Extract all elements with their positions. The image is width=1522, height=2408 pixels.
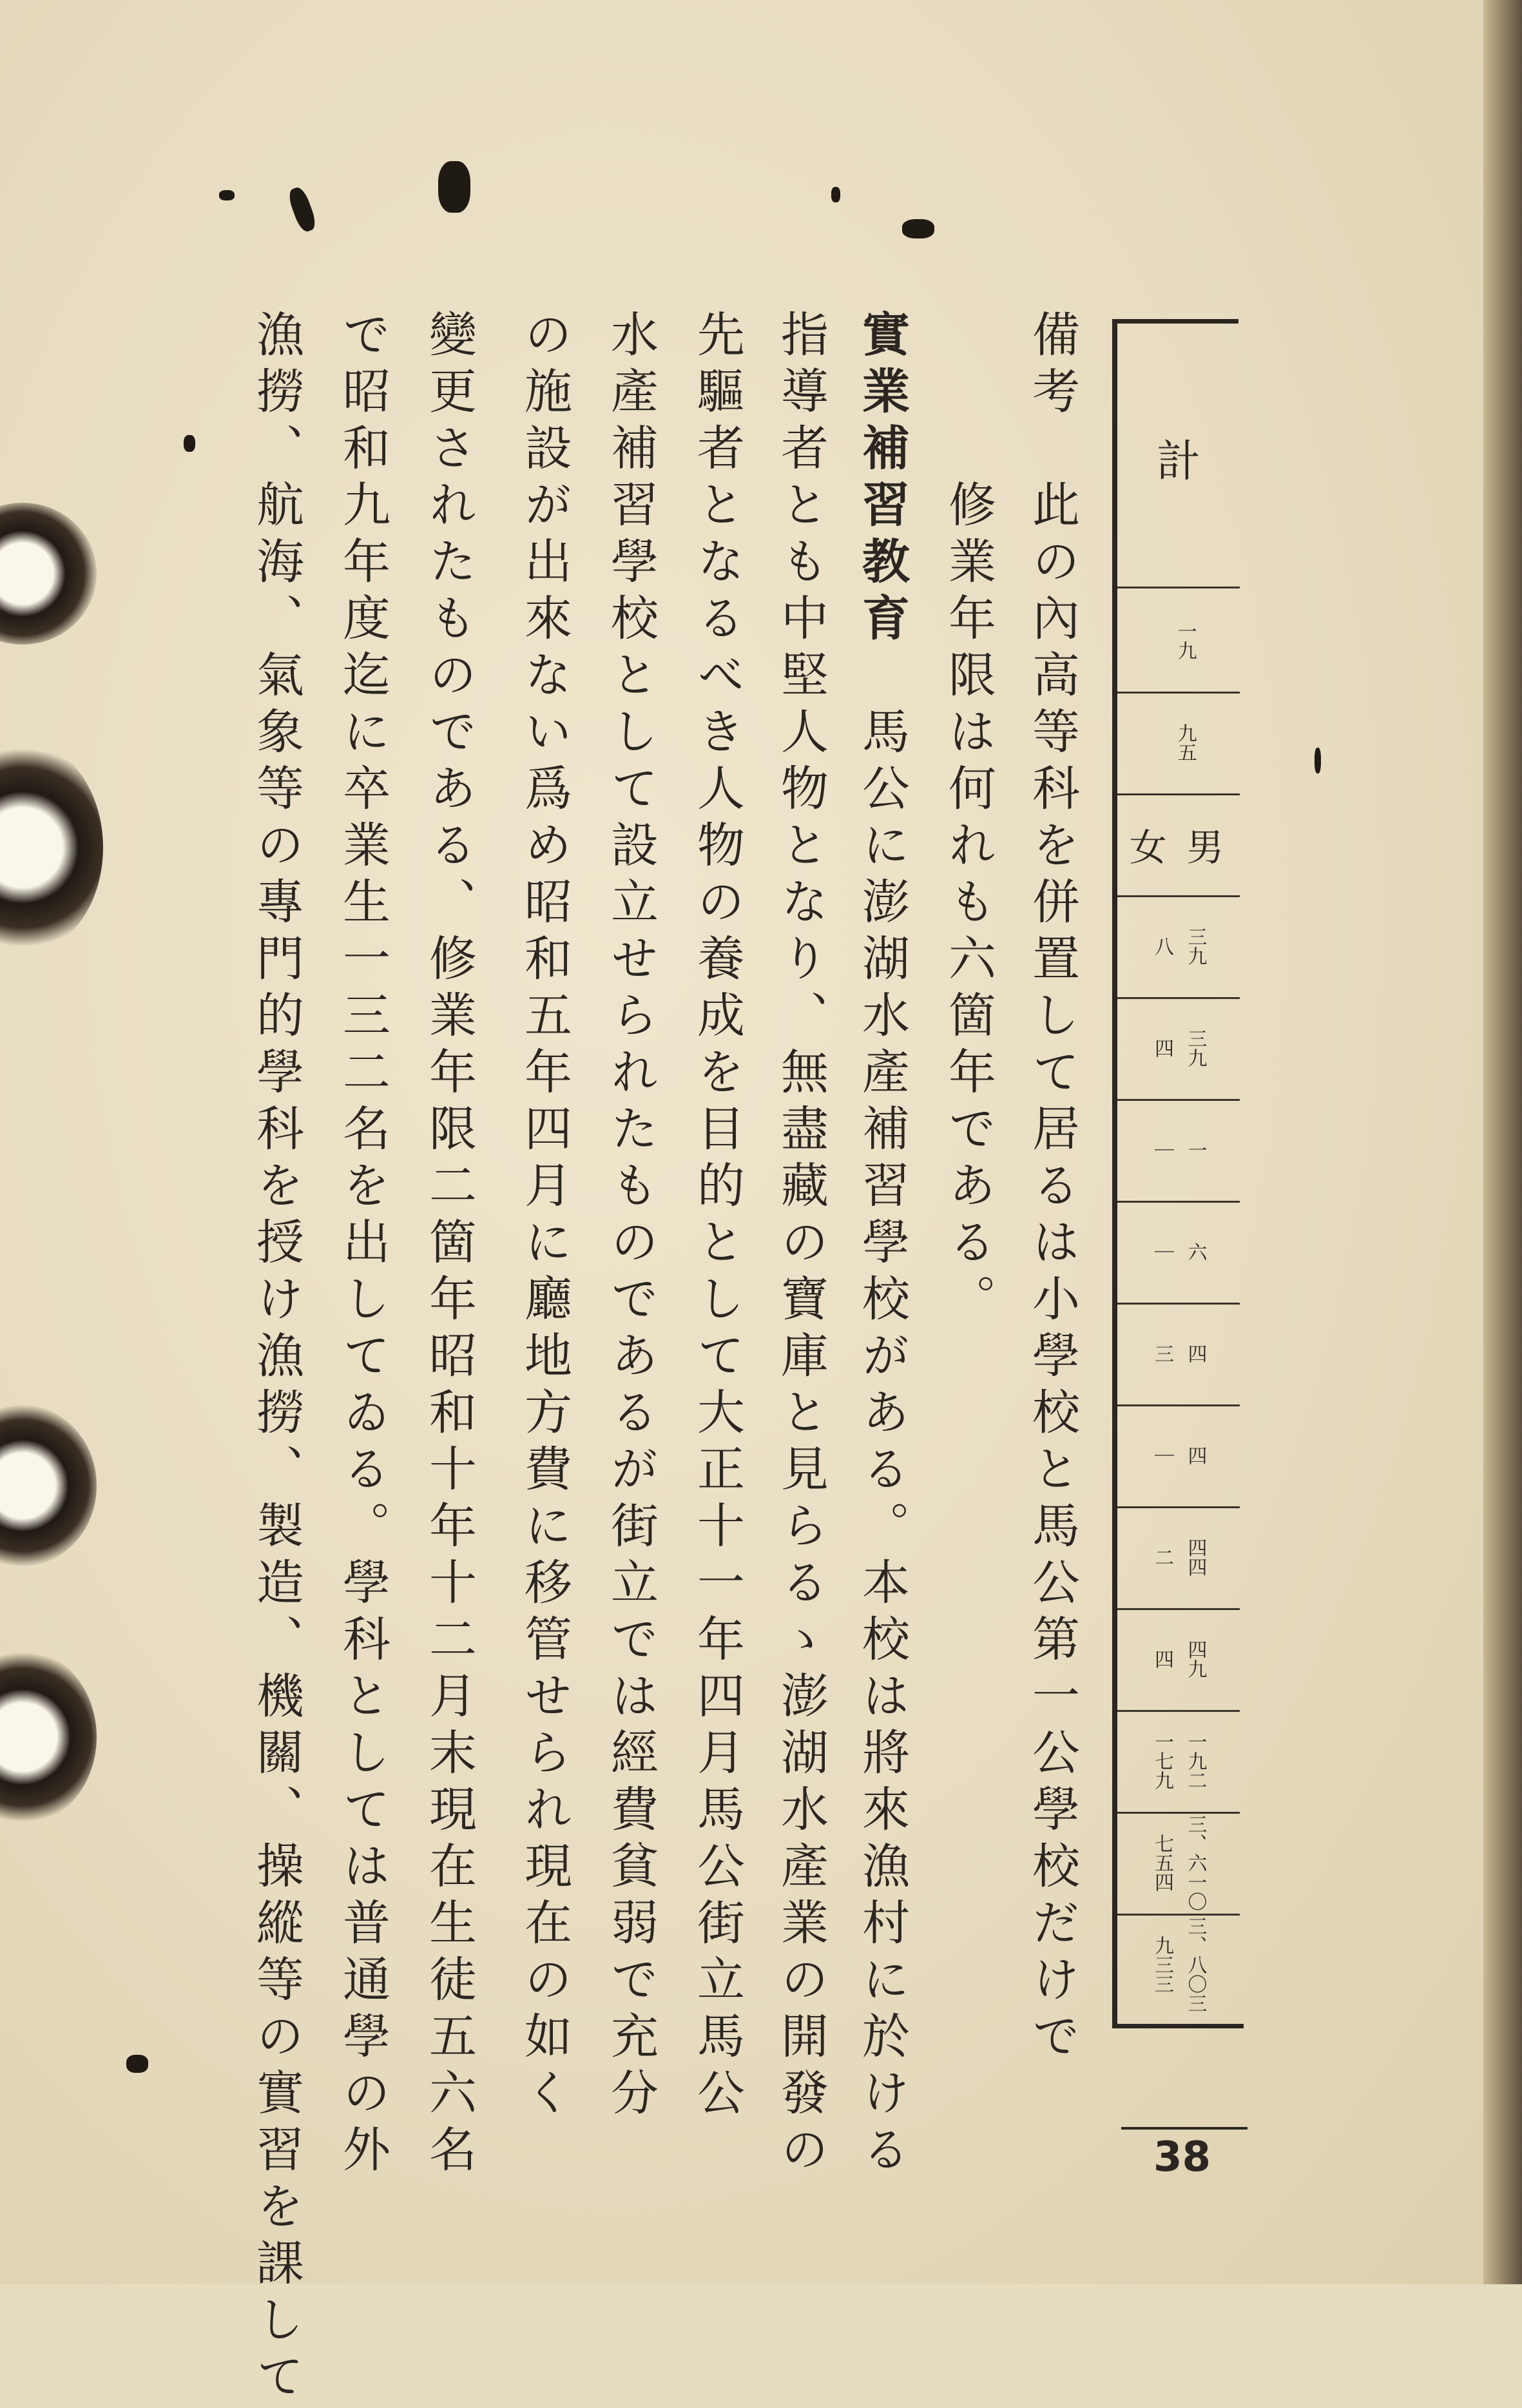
table-row xyxy=(1117,1099,1240,1201)
table-row xyxy=(1117,1608,1240,1710)
table-cell: 一九二 xyxy=(1184,1732,1207,1790)
burn-hole xyxy=(0,1405,97,1566)
table-cell: 二 xyxy=(1151,1548,1173,1567)
row-line xyxy=(1117,587,1240,588)
text-column: の施設が出來ない爲め昭和五年四月に廳地方費に移管せられ現在の如く xyxy=(517,309,572,2124)
table-row xyxy=(1117,1404,1240,1506)
table-cell: 一九 xyxy=(1173,621,1197,660)
table-row xyxy=(1117,1506,1240,1608)
table-cell: 四 xyxy=(1151,1649,1173,1669)
ink-speck xyxy=(286,185,318,233)
table-cell: 三九 xyxy=(1184,927,1207,966)
table-row xyxy=(1117,1812,1240,1914)
burn-hole xyxy=(0,741,103,954)
ink-speck xyxy=(438,161,470,213)
table-cell: 九五 xyxy=(1173,723,1197,762)
burn-hole xyxy=(0,503,97,645)
text-column: で昭和九年度迄に卒業生一三二名を出してゐる。學科としては普通學の外 xyxy=(335,309,390,2181)
table-cell: 四 xyxy=(1184,1446,1207,1465)
table-cell: ｜ xyxy=(1151,1140,1173,1160)
page-number-rule xyxy=(1121,2127,1247,2130)
table-row xyxy=(1117,1914,1240,2015)
table-cell: 六 xyxy=(1184,1242,1207,1261)
table-row xyxy=(1117,895,1240,997)
text-column: 水產補習學校として設立せられたものであるが街立では經費貧弱で充分 xyxy=(603,309,659,2124)
table-cell: 三九 xyxy=(1184,1029,1207,1067)
table-top-rule xyxy=(1112,319,1238,324)
page-number: 38 xyxy=(1153,2133,1211,2181)
table-row xyxy=(1117,692,1240,793)
table-left-rule xyxy=(1112,319,1117,2027)
page-edge xyxy=(1483,0,1522,2284)
table-cell: 四 xyxy=(1151,1038,1173,1058)
section-text: 馬公に澎湖水產補習學校がある。本校は將來漁村に於ける xyxy=(854,650,910,2181)
table-bottom-rule xyxy=(1112,2024,1244,2028)
section-heading: 實業補習教育 xyxy=(854,309,910,650)
table-cell: ｜ xyxy=(1151,1446,1173,1465)
table-row xyxy=(1117,793,1240,895)
table-cell: 三、六一〇 xyxy=(1184,1814,1207,1911)
table-label: 計 xyxy=(1156,436,1200,487)
ink-speck xyxy=(902,219,934,238)
burn-hole xyxy=(0,1650,97,1824)
text-column: 備考 此の內高等科を併置して居るは小學校と馬公第一公學校だけで xyxy=(1025,309,1080,2068)
table-row xyxy=(1117,997,1240,1099)
ink-speck xyxy=(184,435,195,452)
table-cell: 八 xyxy=(1151,937,1173,956)
table-cell: 九三三 xyxy=(1151,1936,1173,1994)
table-cell: 四四 xyxy=(1184,1538,1207,1577)
text-column: 先驅者となるべき人物の養成を目的として大正十一年四月馬公街立馬公 xyxy=(689,309,745,2124)
text-column: 修業年限は何れも六箇年である。 xyxy=(941,309,996,1330)
text-column: 指導者とも中堅人物となり、無盡藏の寶庫と見らるゝ澎湖水產業の開發の xyxy=(773,309,829,2181)
table-cell: 一七九 xyxy=(1151,1732,1173,1790)
table-row xyxy=(1117,1710,1240,1812)
table-cell: 女 男 xyxy=(1129,826,1228,869)
ink-speck xyxy=(1315,748,1321,773)
text-column: 漁撈、航海、氣象等の專門的學科を授け漁撈、製造、機關、操縱等の實習を課して xyxy=(249,309,304,2408)
table-cell: 三 xyxy=(1151,1344,1173,1363)
table-cell: 一 xyxy=(1184,1140,1207,1160)
text-column: 變更されたものである、修業年限二箇年昭和十年十二月末現在生徒五六名 xyxy=(421,309,477,2181)
table-cell: 三、八〇三 xyxy=(1184,1916,1207,2013)
table-cell: ｜ xyxy=(1151,1242,1173,1261)
table-cell: 四九 xyxy=(1184,1640,1207,1678)
table-cell: 七五四 xyxy=(1151,1834,1173,1892)
ink-speck xyxy=(219,190,235,200)
ink-speck xyxy=(831,187,840,202)
table-row xyxy=(1117,590,1240,692)
table-row xyxy=(1117,1303,1240,1404)
table-row xyxy=(1117,1201,1240,1303)
text-column-heading xyxy=(854,309,910,2181)
table-cell: 四 xyxy=(1184,1344,1207,1363)
ink-speck xyxy=(126,2055,148,2073)
